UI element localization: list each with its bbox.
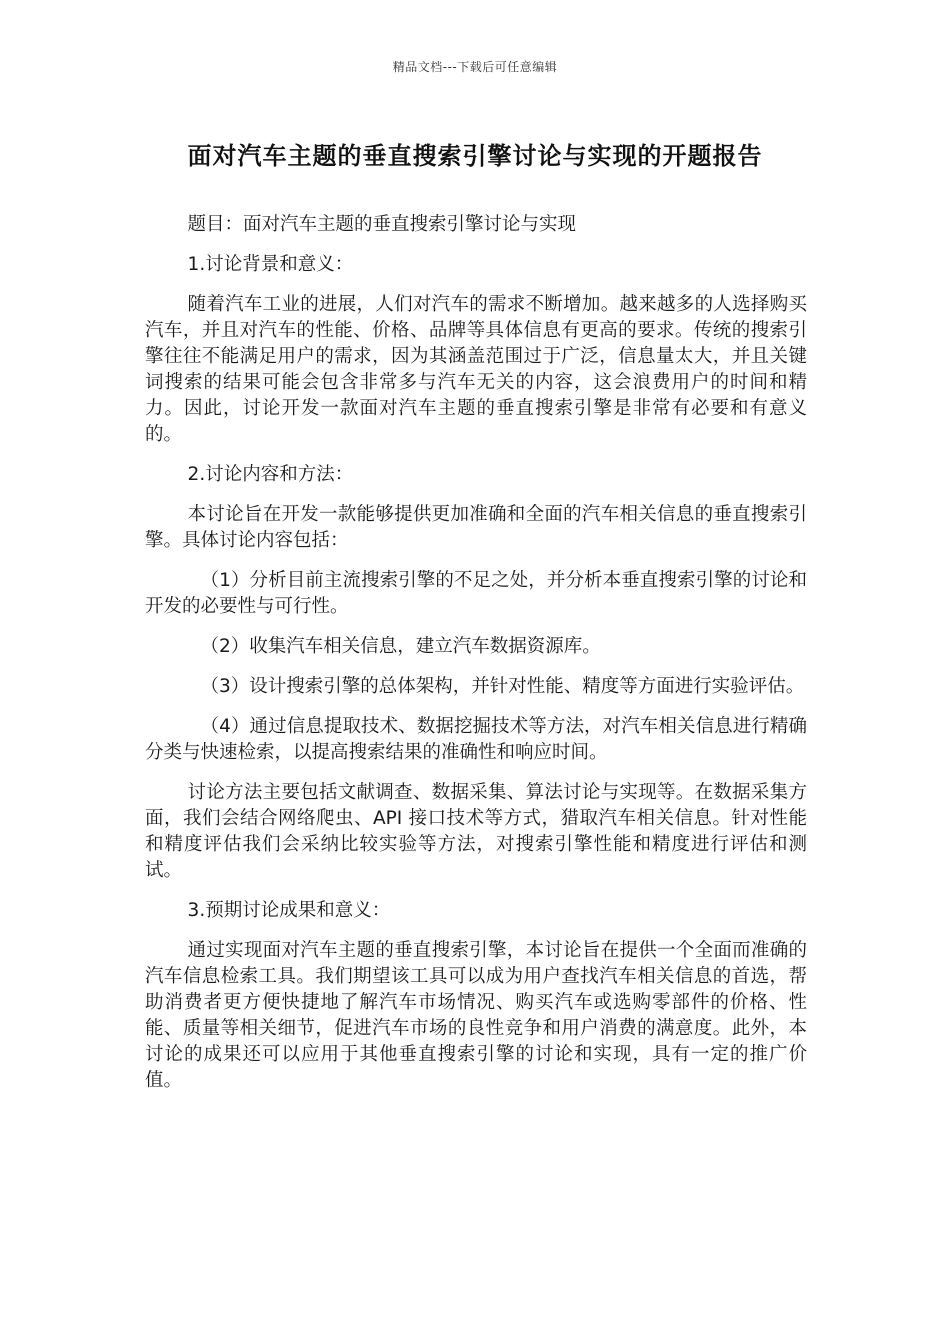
header-note: 精品文档---下载后可任意编辑 xyxy=(392,60,558,74)
list-item-3: （3）设计搜索引擎的总体架构，并针对性能、精度等方面进行实验评估。 xyxy=(200,676,805,697)
paragraph-content-intro: 本讨论旨在开发一款能够提供更加准确和全面的汽车相关信息的垂直搜索引擎。具体讨论内容包括： xyxy=(145,504,807,551)
section-heading-content-methods: 2.讨论内容和方法： xyxy=(187,464,354,485)
section-heading-expected-results: 3.预期讨论成果和意义： xyxy=(187,900,391,921)
paragraph-background: 随着汽车工业的进展，人们对汽车的需求不断增加。越来越多的人选择购买汽车，并且对汽车的性能、价格、品牌等具体信息有更高的要求。传统的搜索引擎往往不能满足用户的需求，因为其涵盖范围过于广泛，信息量太大，并且关键词搜索的结果可能会包含非常多与汽车无关的内容，这会浪费用户的时间和精力。因此，讨论开发一款面对汽车主题的垂直搜索引擎是非常有必要和有意义的。 xyxy=(145,294,807,445)
list-item-2: （2）收集汽车相关信息，建立汽车数据资源库。 xyxy=(200,636,601,657)
document-body xyxy=(145,212,807,1108)
list-item-4: （4）通过信息提取技术、数据挖掘技术等方法，对汽车相关信息进行精确分类与快速检索，以提高搜索结果的准确性和响应时间。 xyxy=(145,716,807,763)
list-item-1: （1）分析目前主流搜索引擎的不足之处，并分析本垂直搜索引擎的讨论和开发的必要性与可行性。 xyxy=(145,570,807,617)
paragraph-expected-results: 通过实现面对汽车主题的垂直搜索引擎，本讨论旨在提供一个全面而准确的汽车信息检索工具。我们期望该工具可以成为用户查找汽车相关信息的首选，帮助消费者更方便快捷地了解汽车市场情况、购买汽车或选购零部件的价格、性能、质量等相关细节，促进汽车市场的良性竞争和用户消费的满意度。此外，本讨论的成果还可以应用于其他垂直搜索引擎的讨论和实现，具有一定的推广价值。 xyxy=(145,940,807,1091)
paragraph-methods: 讨论方法主要包括文献调查、数据采集、算法讨论与实现等。在数据采集方面，我们会结合网络爬虫、API 接口技术等方式，猎取汽车相关信息。针对性能和精度评估我们会采纳比较实验等方法，对搜索引擎性能和精度进行评估和测试。 xyxy=(145,782,807,881)
section-heading-background: 1.讨论背景和意义： xyxy=(187,254,354,275)
topic-line: 题目：面对汽车主题的垂直搜索引擎讨论与实现 xyxy=(187,214,577,235)
document-title: 面对汽车主题的垂直搜索引擎讨论与实现的开题报告 xyxy=(187,142,763,170)
